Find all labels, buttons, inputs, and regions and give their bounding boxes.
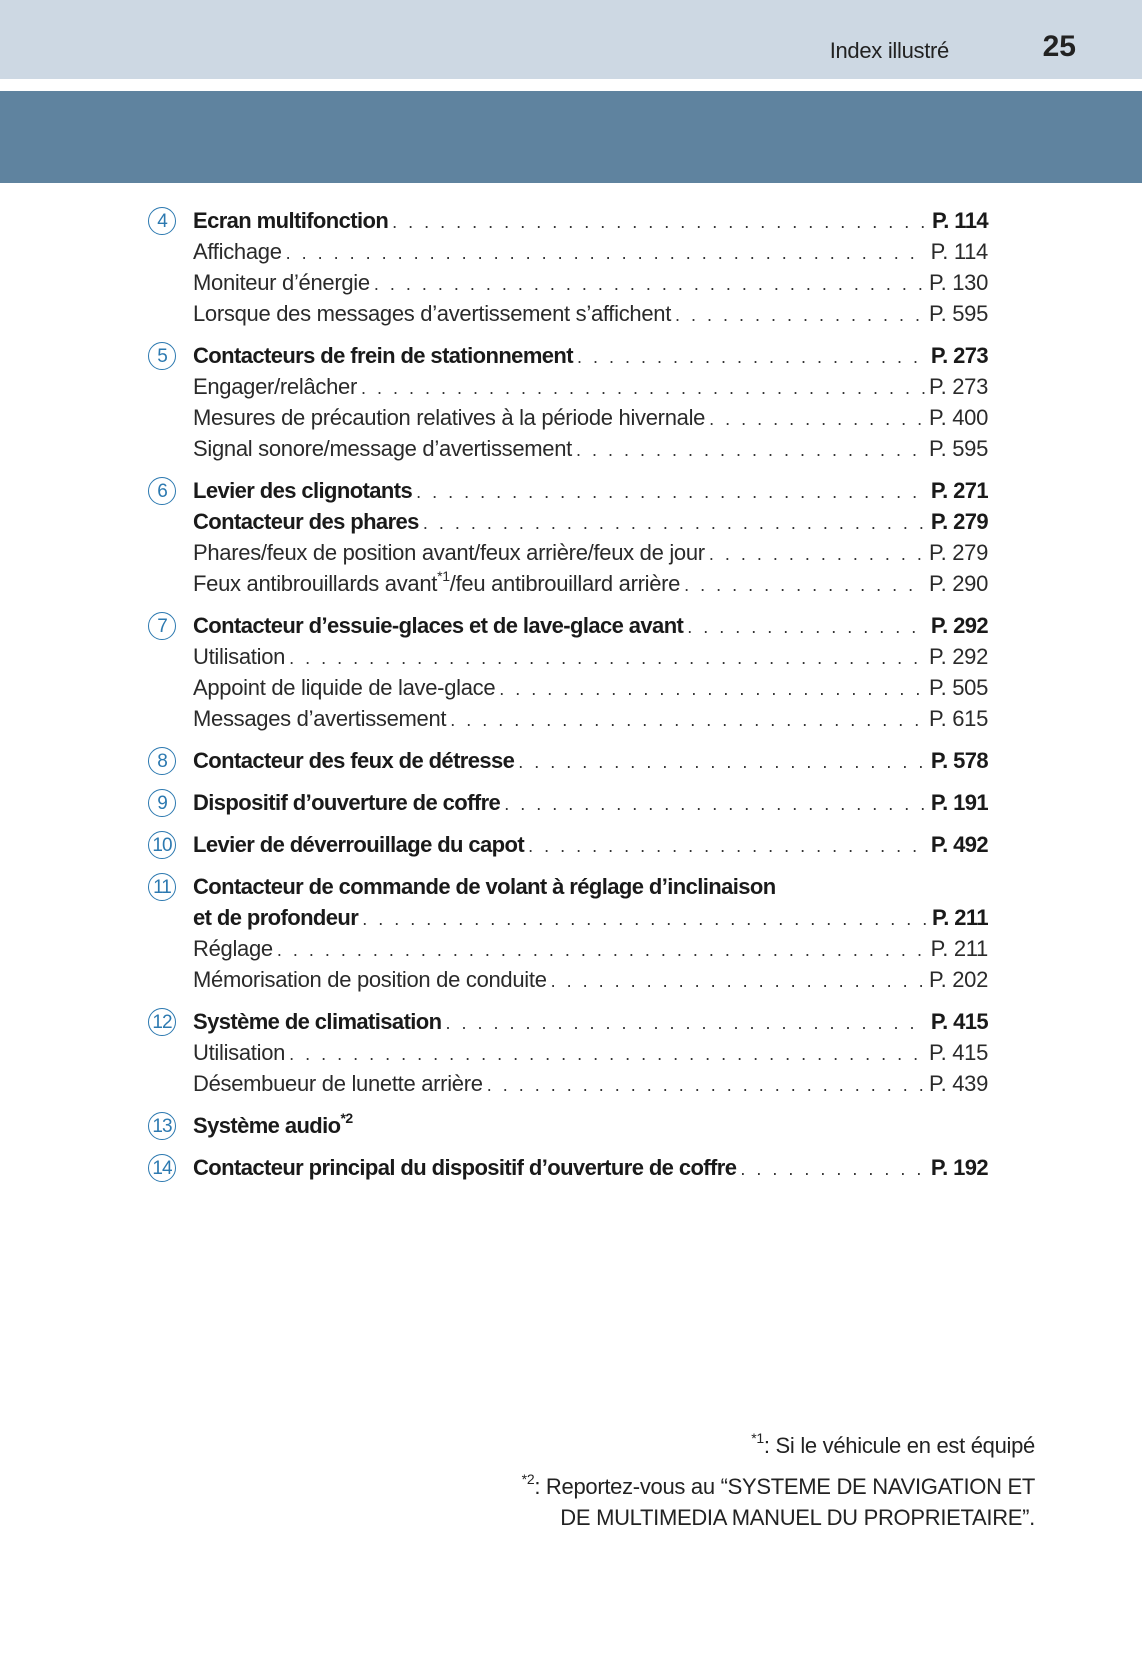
entry-label [193, 964, 547, 995]
index-group [148, 475, 988, 599]
page-reference-link[interactable]: P. 400 [929, 405, 988, 430]
entry-label-text: Moniteur d’énergie [193, 270, 370, 295]
entry-label [193, 236, 282, 267]
page-reference-link[interactable]: P. 279 [930, 509, 988, 534]
page-reference-link[interactable]: P. 578 [930, 748, 988, 773]
dot-leader [684, 570, 925, 601]
footnote-text: DE MULTIMEDIA MANUEL DU PROPRIETAIRE”. [560, 1505, 1035, 1530]
footnote-reference: *1 [437, 567, 450, 584]
footnote-1 [522, 1430, 1035, 1461]
page-reference-link[interactable]: P. 492 [930, 832, 988, 857]
page-reference-link[interactable]: P. 202 [929, 967, 988, 992]
index-subentry[interactable] [193, 1037, 988, 1068]
entry-label [193, 745, 514, 776]
footnote-text: : Si le véhicule en est équipé [763, 1433, 1035, 1458]
dot-leader [362, 904, 928, 935]
callout-number-icon: 7 [148, 612, 176, 640]
page-reference-link[interactable]: P. 271 [930, 478, 988, 503]
entry-label-text: Contacteur d’essuie-glaces et de lave-glace avant [193, 613, 684, 638]
page-reference-link[interactable]: P. 114 [932, 208, 988, 233]
page-reference-link[interactable]: P. 114 [930, 239, 988, 264]
entry-label [193, 205, 388, 236]
decorative-band [0, 91, 1142, 183]
page-reference-link[interactable]: P. 279 [929, 540, 988, 565]
callout-number-icon: 14 [148, 1154, 176, 1182]
index-subentry[interactable] [193, 267, 988, 298]
dot-leader [740, 1154, 926, 1185]
entry-label-text: Dispositif d’ouverture de coffre [193, 790, 501, 815]
dot-leader [286, 238, 927, 269]
index-subentry[interactable] [193, 1068, 988, 1099]
dot-leader [487, 1070, 925, 1101]
entry-label-text: Système de climatisation [193, 1009, 442, 1034]
footnote-2-continued [522, 1502, 1035, 1533]
entry-label [193, 433, 572, 464]
entry-label-text: Lorsque des messages d’avertissement s’affichent [193, 301, 672, 326]
entry-label [193, 568, 680, 599]
index-subentry[interactable] [193, 964, 988, 995]
entry-label [193, 267, 370, 298]
index-entries [148, 205, 988, 1194]
index-entry[interactable] [193, 475, 988, 506]
entry-label-text: Signal sonore/message d’avertissement [193, 436, 572, 461]
footnote-2 [522, 1471, 1035, 1502]
dot-leader [576, 435, 925, 466]
dot-leader [499, 674, 925, 705]
dot-leader [450, 705, 925, 736]
index-subentry[interactable] [193, 433, 988, 464]
entry-label [193, 871, 776, 902]
page-reference-link[interactable]: P. 595 [929, 436, 988, 461]
index-group [148, 1152, 988, 1183]
index-subentry[interactable] [193, 641, 988, 672]
index-entry[interactable] [193, 506, 988, 537]
index-entry[interactable] [193, 829, 988, 860]
page-reference-link[interactable]: P. 415 [929, 1040, 988, 1065]
index-group [148, 829, 988, 860]
entry-label [193, 703, 446, 734]
page-reference-link[interactable]: P. 211 [932, 905, 988, 930]
entry-label-text: Mémorisation de position de conduite [193, 967, 547, 992]
dot-leader [445, 1008, 926, 1039]
dot-leader [709, 404, 925, 435]
index-subentry[interactable] [193, 703, 988, 734]
entry-label-text: Phares/feux de position avant/feux arrière/feux de jour [193, 540, 705, 565]
page-reference-link[interactable]: P. 273 [930, 343, 988, 368]
entry-label-text: Mesures de précaution relatives à la période hivernale [193, 405, 706, 430]
entry-label [193, 475, 412, 506]
callout-number-icon: 5 [148, 342, 176, 370]
entry-label-text: Utilisation [193, 644, 286, 669]
entry-label-text: Levier des clignotants [193, 478, 413, 503]
entry-label [193, 298, 671, 329]
entry-label [193, 1037, 285, 1068]
entry-label [193, 787, 500, 818]
entry-label-text: Contacteur de commande de volant à réglage d’inclinaison [193, 874, 776, 899]
entry-label-text: Levier de déverrouillage du capot [193, 832, 525, 857]
entry-label [193, 537, 705, 568]
index-subentry[interactable] [193, 402, 988, 433]
index-entry[interactable] [193, 1110, 988, 1141]
index-group [148, 205, 988, 329]
entry-label [193, 902, 358, 933]
dot-leader [687, 612, 927, 643]
page-reference-link[interactable]: P. 615 [929, 706, 988, 731]
entry-label-text: Feux antibrouillards avant [193, 571, 438, 596]
entry-label [193, 1006, 441, 1037]
dot-leader [277, 935, 927, 966]
entry-label-text: et de profondeur [193, 905, 359, 930]
index-subentry[interactable] [193, 672, 988, 703]
index-group [148, 610, 988, 734]
index-subentry[interactable] [193, 568, 988, 599]
entry-label-text: Engager/relâcher [193, 374, 357, 399]
callout-number-icon: 10 [148, 831, 176, 859]
entry-label [193, 340, 573, 371]
dot-leader [518, 747, 927, 778]
entry-label [193, 371, 357, 402]
header-strip [0, 0, 1142, 79]
footnote-text: : Reportez-vous au “SYSTEME DE NAVIGATION ET [534, 1474, 1035, 1499]
index-subentry[interactable] [193, 537, 988, 568]
index-subentry[interactable] [193, 933, 988, 964]
page-reference-link[interactable]: P. 211 [930, 936, 988, 961]
index-group [148, 1110, 988, 1141]
callout-number-icon: 8 [148, 747, 176, 775]
callout-number-icon: 6 [148, 477, 176, 505]
page-reference-link[interactable]: P. 290 [929, 571, 988, 596]
dot-leader [709, 539, 925, 570]
callout-number-icon: 4 [148, 207, 176, 235]
page-reference-link[interactable]: P. 595 [929, 301, 988, 326]
index-entry[interactable] [193, 610, 988, 641]
entry-label-text: Système audio [193, 1113, 341, 1138]
dot-leader [504, 789, 927, 820]
dot-leader [551, 966, 925, 997]
dot-leader [528, 831, 927, 862]
entry-label-text: Ecran multifonction [193, 208, 389, 233]
page-reference-link[interactable]: P. 415 [930, 1009, 988, 1034]
entry-label [193, 1152, 736, 1183]
entry-label-text: /feu antibrouillard arrière [449, 571, 681, 596]
index-group [148, 871, 988, 995]
entry-label [193, 829, 524, 860]
entry-label [193, 506, 419, 537]
page-reference-link[interactable]: P. 192 [930, 1155, 988, 1180]
dot-leader [289, 1039, 925, 1070]
index-group [148, 787, 988, 818]
dot-leader [577, 342, 927, 373]
index-entry[interactable] [193, 902, 988, 933]
dot-leader [374, 269, 925, 300]
index-subentry[interactable] [193, 298, 988, 329]
entry-label [193, 1110, 353, 1141]
callout-number-icon: 11 [148, 873, 176, 901]
index-entry[interactable] [193, 745, 988, 776]
entry-label-text: Réglage [193, 936, 273, 961]
entry-label-text: Affichage [193, 239, 282, 264]
callout-number-icon: 9 [148, 789, 176, 817]
entry-label-text: Utilisation [193, 1040, 286, 1065]
entry-label-text: Désembueur de lunette arrière [193, 1071, 483, 1096]
index-group [148, 340, 988, 464]
entry-label [193, 672, 495, 703]
entry-label-text: Contacteur des feux de détresse [193, 748, 515, 773]
entry-label-text: Contacteur des phares [193, 509, 419, 534]
callout-number-icon: 12 [148, 1008, 176, 1036]
dot-leader [392, 207, 928, 238]
page-reference-link[interactable]: P. 130 [929, 270, 988, 295]
entry-label-text: Contacteurs de frein de stationnement [193, 343, 573, 368]
index-subentry[interactable] [193, 371, 988, 402]
entry-label [193, 641, 285, 672]
index-subentry[interactable] [193, 236, 988, 267]
page-reference-link[interactable]: P. 439 [929, 1071, 988, 1096]
entry-label [193, 933, 273, 964]
entry-label-text: Appoint de liquide de lave-glace [193, 675, 496, 700]
index-entry[interactable] [193, 1006, 988, 1037]
entry-label [193, 402, 705, 433]
entry-label-text: Contacteur principal du dispositif d’ouverture de coffre [193, 1155, 737, 1180]
index-entry[interactable] [193, 787, 988, 818]
page-reference-link[interactable]: P. 292 [929, 644, 988, 669]
page-reference-link[interactable]: P. 292 [930, 613, 988, 638]
index-group [148, 1006, 988, 1099]
page-reference-link[interactable]: P. 505 [929, 675, 988, 700]
index-group [148, 745, 988, 776]
page-reference-link[interactable]: P. 273 [929, 374, 988, 399]
callout-number-icon: 13 [148, 1112, 176, 1140]
index-entry[interactable] [193, 871, 988, 902]
footnote-reference: *2 [340, 1109, 353, 1126]
dot-leader [361, 373, 925, 404]
index-entry[interactable] [193, 340, 988, 371]
index-entry[interactable] [193, 1152, 988, 1183]
entry-label-text: Messages d’avertissement [193, 706, 447, 731]
footnote-mark: *1 [751, 1429, 764, 1446]
section-title: Index illustré [829, 38, 949, 63]
page-number: 25 [1042, 30, 1076, 63]
dot-leader [423, 508, 927, 539]
entry-label [193, 610, 683, 641]
dot-leader [289, 643, 925, 674]
footnote-mark: *2 [521, 1470, 535, 1487]
footnotes [522, 1430, 1035, 1533]
dot-leader [675, 300, 925, 331]
entry-label [193, 1068, 483, 1099]
dot-leader [416, 477, 927, 508]
page-reference-link[interactable]: P. 191 [930, 790, 988, 815]
index-entry[interactable] [193, 205, 988, 236]
